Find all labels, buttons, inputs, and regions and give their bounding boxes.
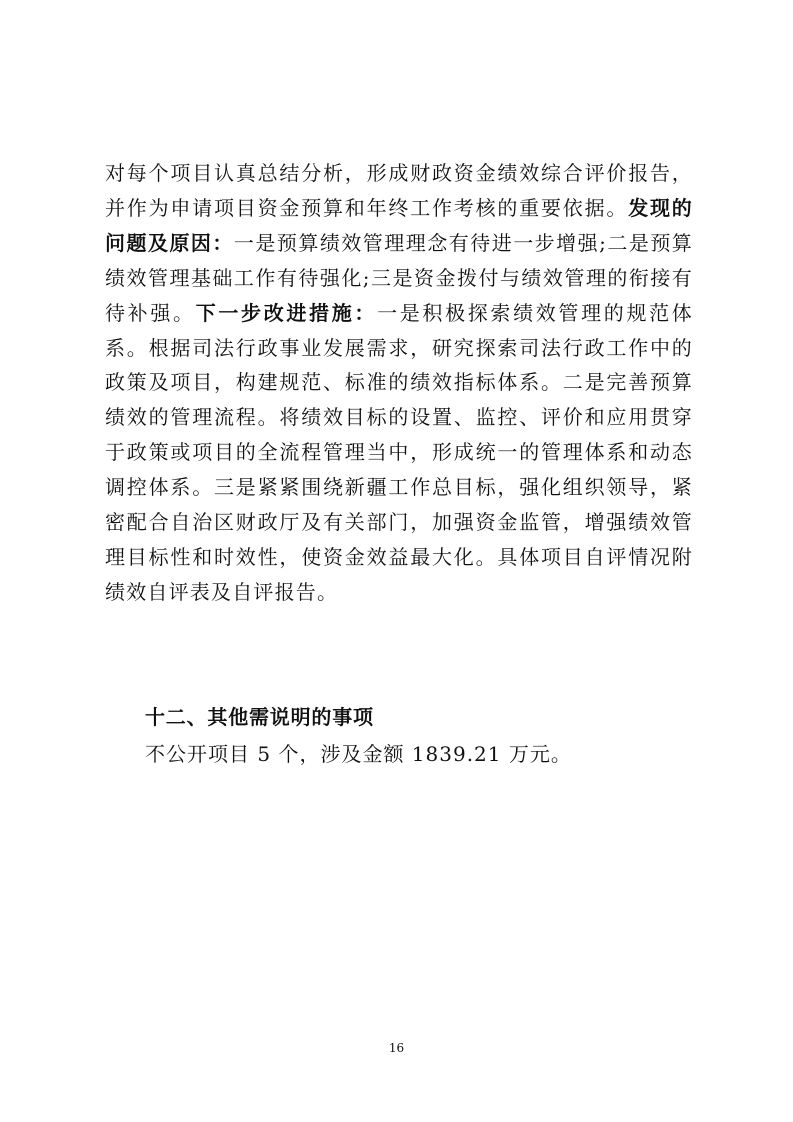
next-steps-text: 一是积极探索绩效管理的规范体系。根据司法行政事业发展需求，研究探索司法行政工作中的政策及项目，构建规范、标准的绩效指标体系。二是完善预算绩效的管理流程。将绩效目标的设置、监控、评价和应用贯穿于政策或项目的全流程管理当中，形成统一的管理体系和动态调控体系。三是紧紧围绕新疆工作总目标，强化组织领导，紧密配合自治区财政厅及有关部门，加强资金监管，增强绩效管理目标性和时效性，使资金效益最大化。具体项目自评情况附绩效自评表及自评报告。	[105, 300, 693, 604]
section-heading: 十二、其他需说明的事项	[145, 705, 374, 729]
paragraph-text-intro: 对每个项目认真总结分析，形成财政资金绩效综合评价报告，并作为申请项目资金预算和年终工作考核的重要依据。	[105, 161, 693, 220]
body-paragraph	[105, 156, 693, 610]
next-steps-label: 下一步改进措施：	[195, 300, 378, 325]
problems-text: 一是预算绩效管理理念有待进一步增强;二是预算绩效管理基础工作有待强化;三是资金拨付与绩效管理的衔接有待补强。	[105, 230, 693, 325]
page-number: 16	[388, 1041, 405, 1055]
problems-label: 发现的问题及原因：	[105, 195, 693, 255]
section-text: 不公开项目 5 个，涉及金额 1839.21 万元。	[145, 742, 572, 766]
